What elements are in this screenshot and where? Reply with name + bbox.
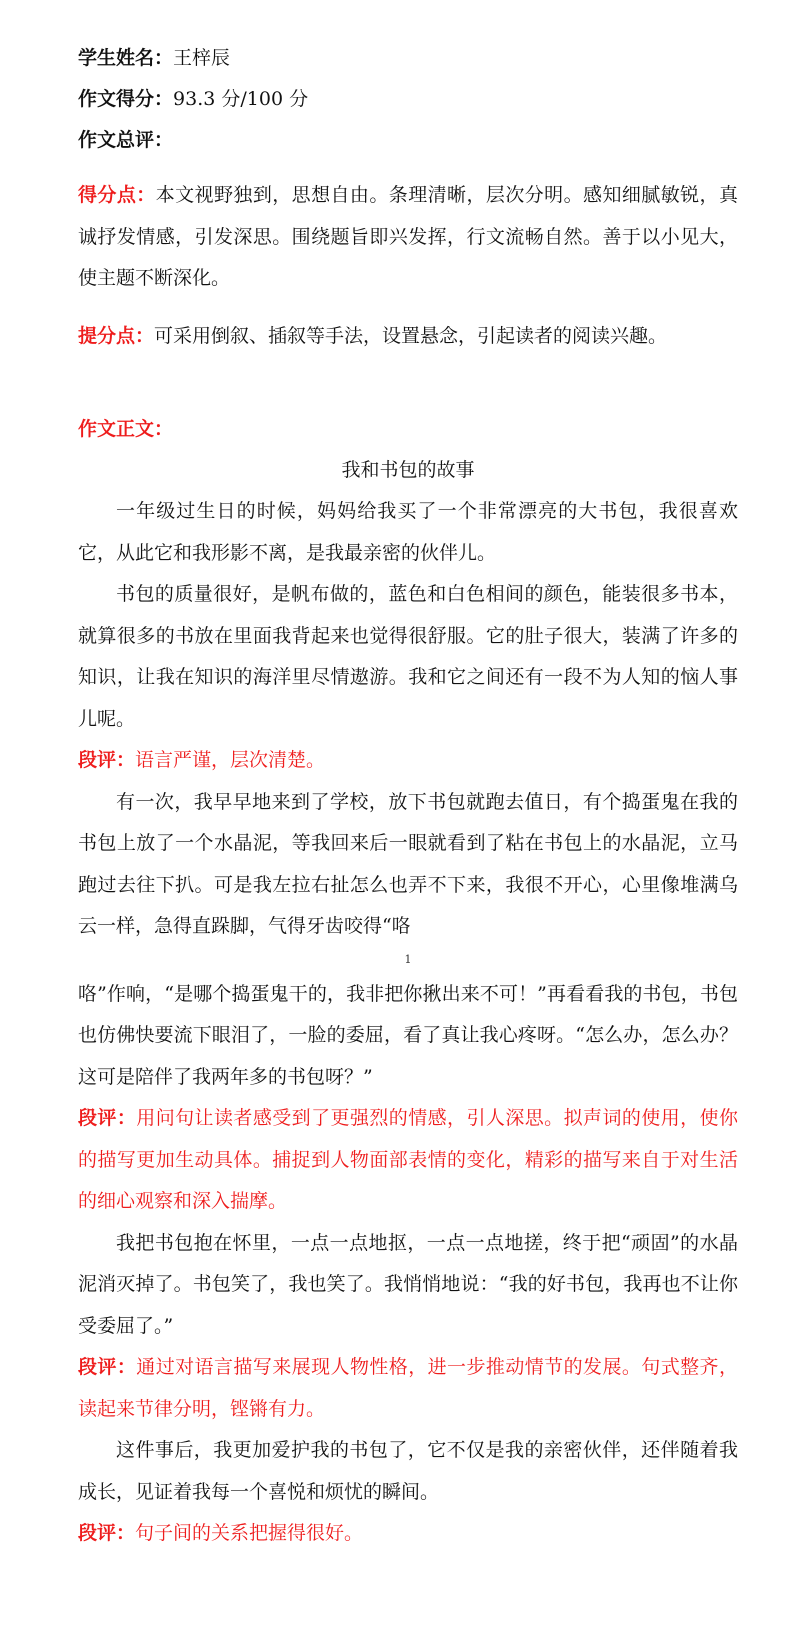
paragraph-review-text: 句子间的关系把握得很好。	[135, 1522, 364, 1544]
student-name-value: 王梓辰	[173, 47, 231, 69]
essay-paragraph-3a: 有一次，我早早地来到了学校，放下书包就跑去值日，有个捣蛋鬼在我的书包上放了一个水晶泥，等我回来后一眼就看到了粘在书包上的水晶泥，立马跑过去往下扒。可是我左拉右扯怎么也弄不下来，我很不开心，心里像堆满乌云一样，急得直跺脚，气得牙齿咬得“咯	[78, 790, 738, 937]
paragraph-review-text: 语言严谨，层次清楚。	[135, 749, 326, 771]
strengths-block	[78, 175, 738, 300]
essay-paragraph-4: 我把书包抱在怀里，一点一点地抠，一点一点地搓，终于把“顽固”的水晶泥消灭掉了。书包笑了，我也笑了。我悄悄地说：“我的好书包，我再也不让你受委屈了。”	[78, 1231, 738, 1337]
score-label: 作文得分：	[78, 88, 174, 110]
paragraph-review-1	[78, 740, 738, 782]
paragraph-review-label: 段评：	[78, 1522, 136, 1544]
essay-section-label: 作文正文：	[78, 418, 174, 440]
score-value: 93.3 分/100 分	[173, 88, 309, 110]
paragraph-review-text: 通过对语言描写来展现人物性格，进一步推动情节的发展。句式整齐，读起来节律分明，铿锵有力。	[78, 1356, 738, 1420]
strengths-label: 得分点：	[78, 184, 156, 206]
strengths-text: 本文视野独到，思想自由。条理清晰，层次分明。感知细腻敏锐，真诚抒发情感，引发深思。围绕题旨即兴发挥，行文流畅自然。善于以小见大，使主题不断深化。	[78, 184, 738, 289]
improve-label: 提分点：	[78, 324, 155, 347]
improve-text: 可采用倒叙、插叙等手法，设置悬念，引起读者的阅读兴趣。	[154, 324, 668, 347]
overall-comment-row	[78, 120, 738, 161]
essay-paragraph-1: 一年级过生日的时候，妈妈给我买了一个非常漂亮的大书包，我很喜欢它，从此它和我形影不离，是我最亲密的伙伴儿。	[78, 500, 738, 564]
paragraph-review-text: 用问句让读者感受到了更强烈的情感，引人深思。拟声词的使用，使你的描写更加生动具体。捕捉到人物面部表情的变化，精彩的描写来自于对生活的细心观察和深入揣摩。	[78, 1107, 738, 1212]
essay-title: 我和书包的故事	[341, 459, 475, 481]
score-row	[78, 79, 738, 120]
essay-paragraph-5: 这件事后，我更加爱护我的书包了，它不仅是我的亲密伙伴，还伴随着我成长，见证着我每一个喜悦和烦忧的瞬间。	[78, 1439, 738, 1503]
paragraph-review-4	[78, 1513, 738, 1555]
page-number: 1	[404, 952, 412, 966]
paragraph-review-label: 段评：	[78, 1107, 137, 1129]
paragraph-review-3	[78, 1347, 738, 1430]
overall-comment-label: 作文总评：	[78, 129, 174, 151]
student-name-label: 学生姓名：	[78, 47, 174, 69]
essay-paragraph-3b: 咯”作响，“是哪个捣蛋鬼干的，我非把你揪出来不可！”再看看我的书包，书包也仿佛快要流下眼泪了，一脸的委屈，看了真让我心疼呀。“怎么办，怎么办？这可是陪伴了我两年多的书包呀？”	[78, 982, 738, 1088]
student-name-row	[78, 38, 738, 79]
paragraph-review-2	[78, 1098, 738, 1223]
paragraph-review-label: 段评：	[78, 749, 136, 771]
paragraph-review-label: 段评：	[78, 1356, 137, 1378]
improve-block	[78, 316, 738, 358]
essay-paragraph-2: 书包的质量很好，是帆布做的，蓝色和白色相间的颜色，能装很多书本，就算很多的书放在里面我背起来也觉得很舒服。它的肚子很大，装满了许多的知识，让我在知识的海洋里尽情遨游。我和它之间还有一段不为人知的恼人事儿呢。	[78, 583, 738, 730]
